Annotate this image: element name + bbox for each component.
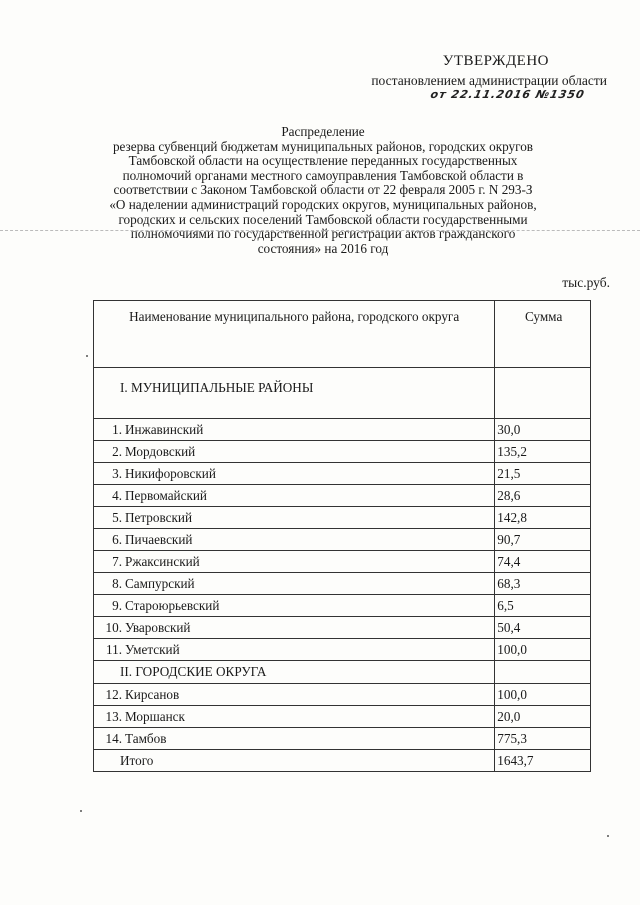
title-line: соответствии с Законом Тамбовской области от 22 февраля 2005 г. N 293-З [113,182,533,198]
row-name: Кирсанов [125,687,180,702]
unit-label: тыс.руб. [562,275,610,290]
row-number: 5. [112,510,122,525]
table-row [94,595,591,617]
row-number: 14. [105,731,122,746]
row-sum: 20,0 [495,706,591,728]
column-header-name: Наименование муниципального района, городского округа [94,301,495,368]
row-name: Инжавинский [125,422,204,437]
row-name: Тамбов [125,731,167,746]
row-name: Моршанск [125,709,185,724]
scan-speck [86,355,88,357]
row-name: Мордовский [125,444,196,459]
approval-heading: УТВЕРЖДЕНО [442,53,549,69]
table-row [94,639,591,661]
total-label: Итого [94,750,495,772]
row-name: Уметский [125,642,180,657]
row-name: Сампурский [125,576,195,591]
section-header-cities [94,661,591,684]
row-name: Уваровский [125,620,191,635]
approval-stamp [371,52,607,101]
row-number: 4. [112,488,122,503]
scan-speck [607,835,609,837]
title-line: полномочиями по государственной регистрации актов гражданского [130,226,516,242]
row-number: 6. [112,532,122,547]
section-header-districts [94,368,591,419]
table-row [94,463,591,485]
approval-subtitle: постановлением администрации области [371,73,607,88]
table-row [94,706,591,728]
row-name: Староюрьевский [125,598,220,613]
row-sum: 30,0 [495,419,591,441]
row-sum: 6,5 [495,595,591,617]
title-line: полномочий органами местного самоуправления Тамбовской области в [122,167,524,183]
table-row [94,728,591,750]
row-number: 7. [112,554,122,569]
row-number: 11. [106,642,122,657]
row-sum: 74,4 [495,551,591,573]
row-name: Пичаевский [125,532,193,547]
row-name: Ржаксинский [125,554,200,569]
table-row [94,529,591,551]
table-row [94,485,591,507]
row-number: 1. [112,422,122,437]
table-row [94,573,591,595]
row-number: 13. [105,709,122,724]
title-line: городских и сельских поселений Тамбовской области государственными [118,211,528,227]
row-sum: 90,7 [495,529,591,551]
document-title [88,125,558,256]
row-sum: 775,3 [495,728,591,750]
row-name: Никифоровский [125,466,216,481]
row-number: 8. [112,576,122,591]
table-header-row [94,301,591,368]
row-sum: 28,6 [495,485,591,507]
row-sum: 135,2 [495,441,591,463]
row-sum: 100,0 [495,684,591,706]
row-number: 2. [112,444,122,459]
section-title: II. ГОРОДСКИЕ ОКРУГА [94,661,495,684]
row-sum: 68,3 [495,573,591,595]
row-sum: 21,5 [495,463,591,485]
title-line: состояния» на 2016 год [257,240,389,256]
row-number: 10. [105,620,122,635]
table-row [94,441,591,463]
column-header-sum: Сумма [495,301,591,368]
row-sum: 142,8 [495,507,591,529]
distribution-table [93,300,591,772]
table-row [94,617,591,639]
title-line: резерва субвенций бюджетам муниципальных районов, городских округов [112,138,534,154]
section-title: I. МУНИЦИПАЛЬНЫЕ РАЙОНЫ [94,368,495,419]
title-line: Тамбовской области на осуществление переданных государственных [128,153,518,169]
row-name: Петровский [125,510,193,525]
table-row [94,684,591,706]
row-number: 3. [112,466,122,481]
title-line: Распределение [281,124,365,139]
scan-speck [80,810,82,812]
row-sum: 50,4 [495,617,591,639]
table-row [94,507,591,529]
total-sum: 1643,7 [495,750,591,772]
table-row [94,551,591,573]
row-name: Первомайский [125,488,207,503]
table-row [94,419,591,441]
row-number: 12. [105,687,122,702]
title-line: «О наделении администраций городских округов, муниципальных районов, [109,196,537,212]
row-sum: 100,0 [495,639,591,661]
handwritten-date-number: от 22.11.2016 №1350 [429,88,587,101]
total-row [94,750,591,772]
row-number: 9. [112,598,122,613]
